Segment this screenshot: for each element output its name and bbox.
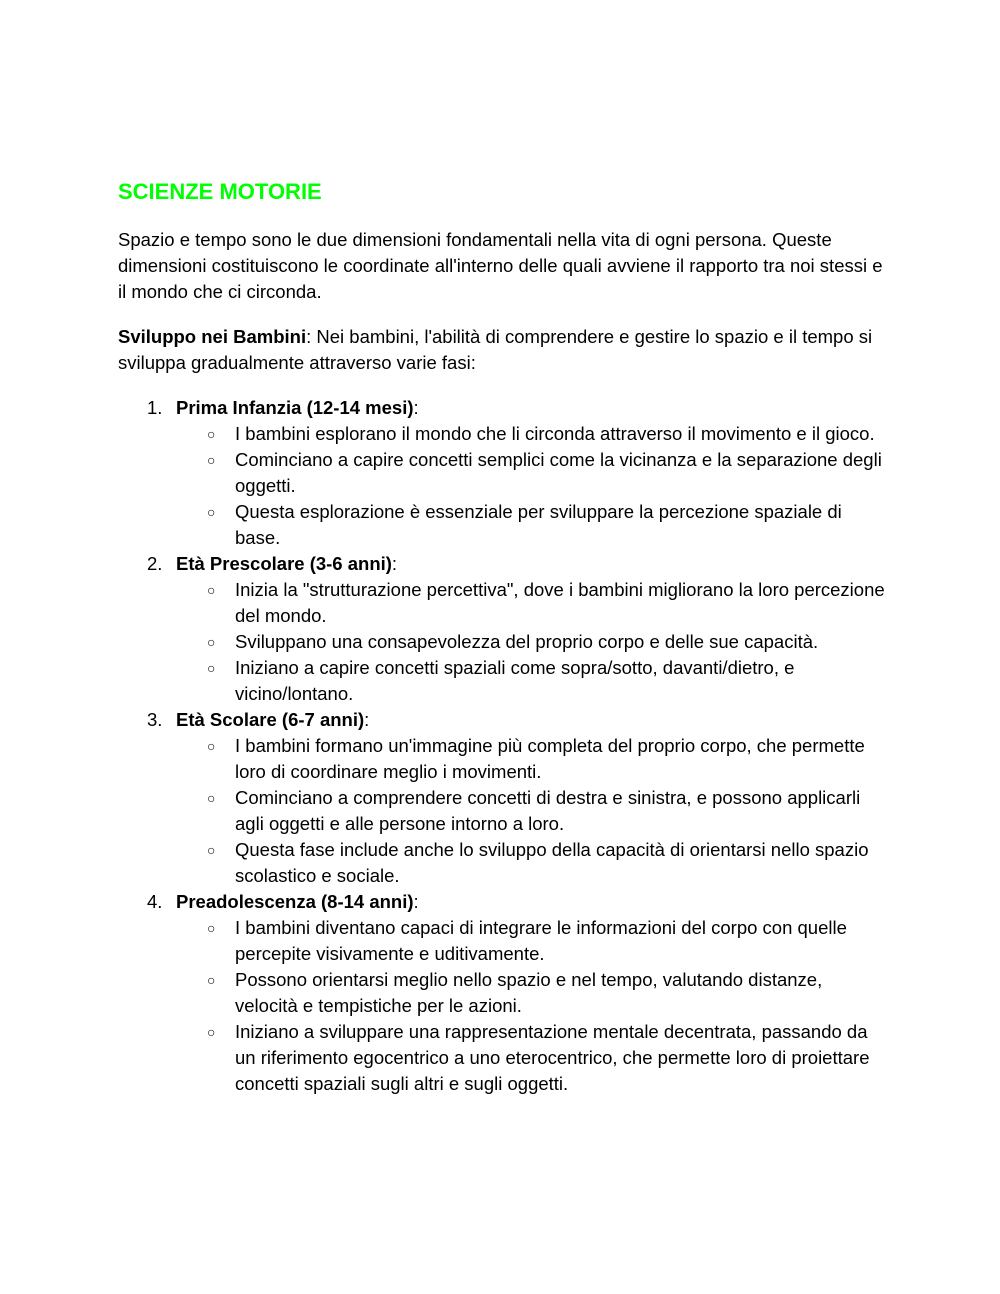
list-item [176, 421, 885, 447]
hollow-circle-bullet-icon: ○ [207, 738, 216, 754]
point-text: I bambini diventano capaci di integrare le informazioni del corpo con quelle percepite visivamente e uditivamente. [235, 917, 847, 964]
stage-heading [176, 395, 898, 421]
point-text: Iniziano a capire concetti spaziali come sopra/sotto, davanti/dietro, e vicino/lontano. [235, 657, 795, 704]
stage-number: 3. [147, 709, 163, 730]
stage-suffix: : [413, 397, 419, 418]
intro-paragraph: Spazio e tempo sono le due dimensioni fondamentali nella vita di ogni persona. Queste dimensioni costituiscono le coordinate all'interno delle quali avviene il rapporto tra noi stessi e il mondo che ci circonda. [118, 229, 883, 302]
list-item [176, 447, 885, 499]
hollow-circle-bullet-icon: ○ [207, 452, 216, 468]
stage-points [176, 915, 898, 1097]
list-item [176, 967, 885, 1019]
hollow-circle-bullet-icon: ○ [207, 634, 216, 650]
stage-name: Età Scolare (6-7 anni) [176, 709, 365, 730]
stage-suffix: : [364, 709, 370, 730]
stage-points [176, 577, 898, 707]
list-item [176, 733, 885, 785]
hollow-circle-bullet-icon: ○ [207, 842, 216, 858]
hollow-circle-bullet-icon: ○ [207, 920, 216, 936]
point-text: Cominciano a comprendere concetti di destra e sinistra, e possono applicarli agli oggetti e alle persone intorno a loro. [235, 787, 861, 834]
stages-list [118, 395, 898, 1097]
point-text: Cominciano a capire concetti semplici come la vicinanza e la separazione degli oggetti. [235, 449, 882, 496]
stage-heading [176, 707, 898, 733]
point-text: Questa esplorazione è essenziale per sviluppare la percezione spaziale di base. [235, 501, 842, 548]
list-item [176, 837, 885, 889]
hollow-circle-bullet-icon: ○ [207, 426, 216, 442]
point-text: Inizia la "strutturazione percettiva", dove i bambini migliorano la loro percezione del mondo. [235, 579, 885, 626]
list-item [176, 655, 885, 707]
point-text: Iniziano a sviluppare una rappresentazione mentale decentrata, passando da un riferimento egocentrico a uno eterocentrico, che permette loro di proiettare concetti spaziali sugli altri e sugli oggetti. [235, 1021, 870, 1094]
hollow-circle-bullet-icon: ○ [207, 660, 216, 676]
point-text: Possono orientarsi meglio nello spazio e nel tempo, valutando distanze, velocità e tempistiche per le azioni. [235, 969, 823, 1016]
list-item [176, 629, 885, 655]
stage-item [118, 395, 898, 551]
stage-number: 2. [147, 553, 163, 574]
hollow-circle-bullet-icon: ○ [207, 1024, 216, 1040]
point-text: I bambini formano un'immagine più completa del proprio corpo, che permette loro di coordinare meglio i movimenti. [235, 735, 865, 782]
list-item [176, 1019, 885, 1097]
hollow-circle-bullet-icon: ○ [207, 972, 216, 988]
stage-suffix: : [413, 891, 419, 912]
development-text: : Nei bambini, l'abilità di comprendere e gestire lo spazio e il tempo si sviluppa gradualmente attraverso varie fasi: [118, 326, 873, 373]
list-item [176, 499, 885, 551]
hollow-circle-bullet-icon: ○ [207, 504, 216, 520]
point-text: I bambini esplorano il mondo che li circonda attraverso il movimento e il gioco. [235, 423, 875, 444]
development-label: Sviluppo nei Bambini [118, 326, 307, 347]
stage-number: 1. [147, 397, 163, 418]
stage-item [118, 551, 898, 707]
stage-points [176, 421, 898, 551]
list-item [176, 915, 885, 967]
stage-heading [176, 889, 898, 915]
point-text: Questa fase include anche lo sviluppo della capacità di orientarsi nello spazio scolastico e sociale. [235, 839, 869, 886]
hollow-circle-bullet-icon: ○ [207, 582, 216, 598]
list-item [176, 785, 885, 837]
stage-suffix: : [391, 553, 398, 574]
stage-points [176, 733, 898, 889]
hollow-circle-bullet-icon: ○ [207, 790, 216, 806]
stage-name: Prima Infanzia (12-14 mesi) [176, 397, 414, 418]
stage-name: Preadolescenza (8-14 anni) [176, 891, 414, 912]
list-item [176, 577, 885, 629]
stage-item [118, 889, 898, 1097]
page-title: SCIENZE MOTORIE [118, 179, 322, 204]
point-text: Sviluppano una consapevolezza del proprio corpo e delle sue capacità. [235, 631, 819, 652]
stage-heading [176, 551, 898, 577]
development-paragraph [118, 324, 888, 376]
stage-number: 4. [147, 891, 163, 912]
stage-name: Età Prescolare (3-6 anni) [176, 553, 392, 574]
stage-item [118, 707, 898, 889]
